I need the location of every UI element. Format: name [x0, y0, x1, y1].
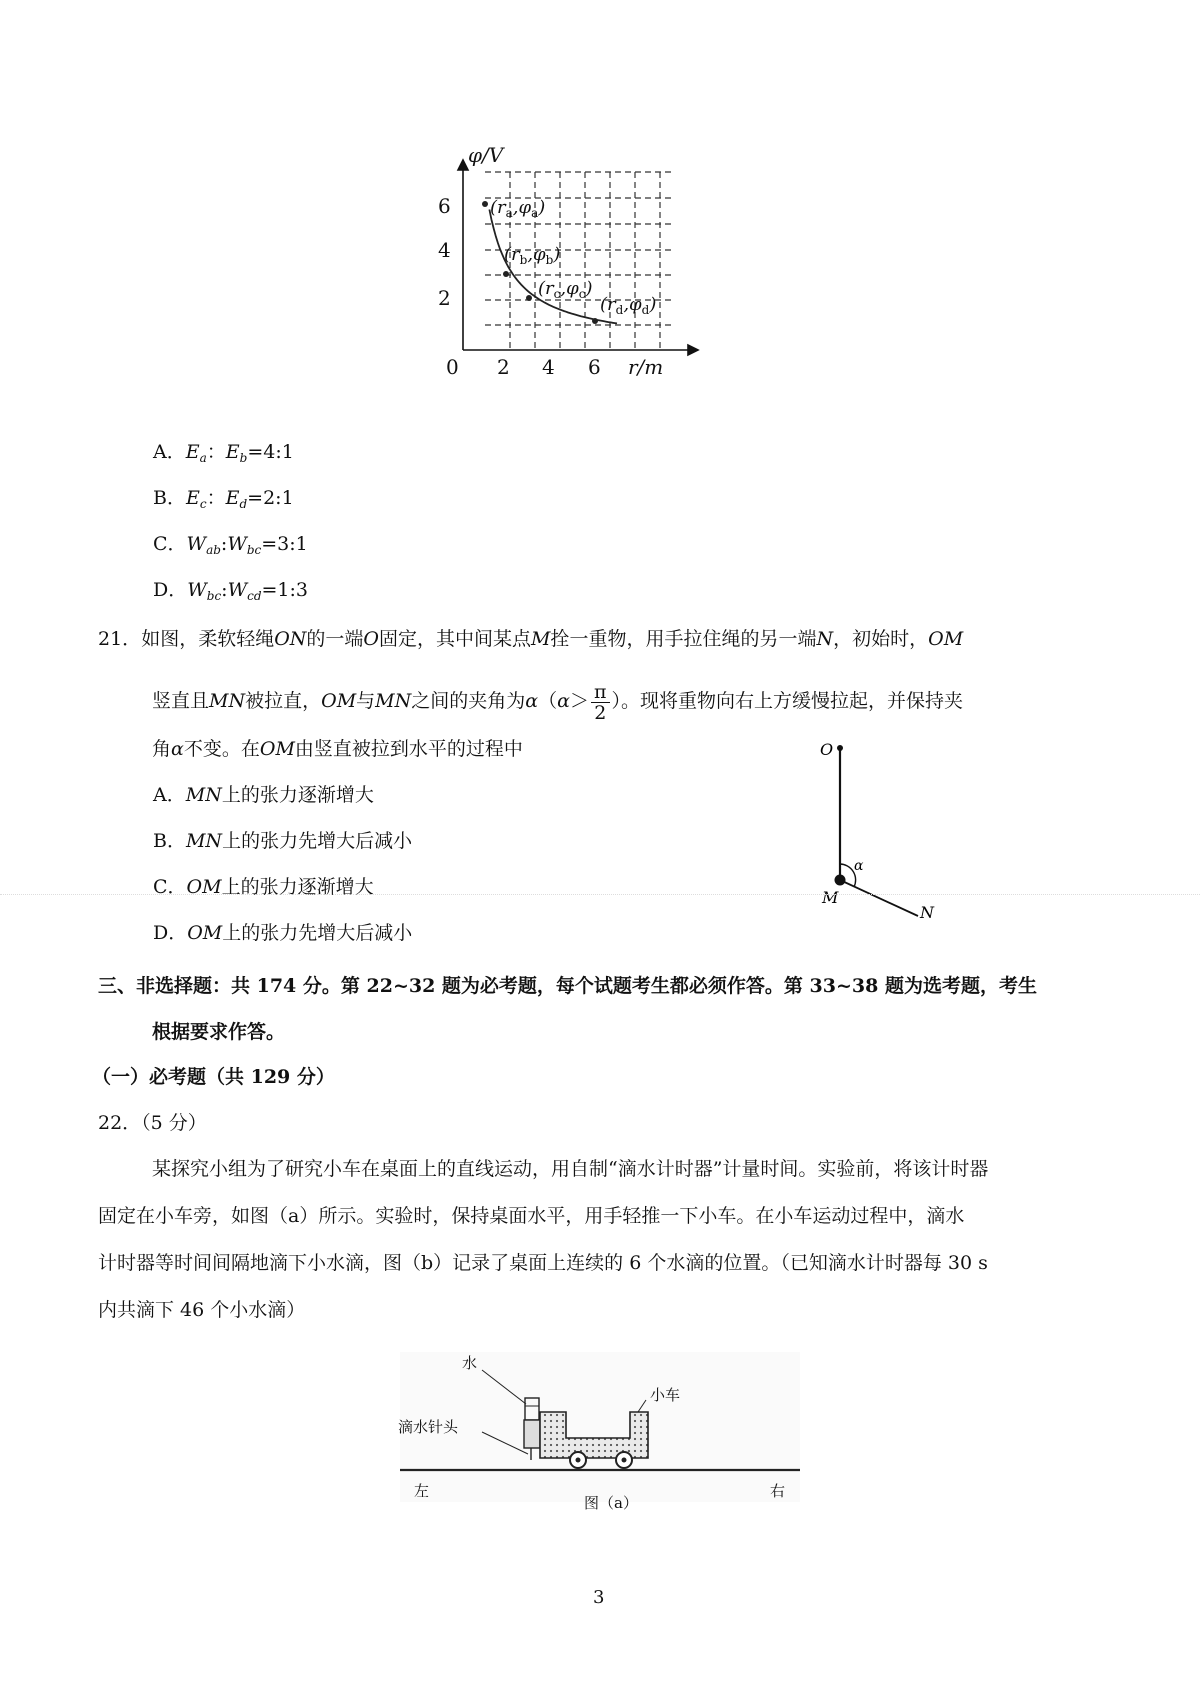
label-m: M	[822, 888, 839, 907]
y-tick-4: 4	[438, 238, 451, 262]
label-water: 水	[462, 1354, 478, 1372]
section-required-heading: （一）必考题（共 129 分）	[92, 1066, 335, 1088]
q21-text: 被拉直，	[245, 690, 322, 712]
q21-var: OM	[928, 628, 964, 650]
section-3-heading: 三、非选择题：共 174 分。第 22~32 题为必考题，每个试题考生都必须作答。第 33~38 题为选考题，考生	[98, 975, 1037, 997]
alpha-symbol: α	[557, 690, 570, 712]
section-3-heading-cont: 根据要求作答。	[152, 1021, 286, 1043]
q21-var: MN	[209, 690, 246, 712]
q21-option-b	[153, 827, 412, 855]
q21-text: 与	[356, 690, 376, 712]
option-sub: cd	[247, 589, 262, 603]
alpha-symbol: α	[171, 738, 184, 760]
label-point-a: $(r_a,\varphi_a)$	[490, 197, 546, 220]
y-tick-6: 6	[438, 194, 451, 218]
pi-over-2-fraction	[591, 682, 610, 723]
question-number: 21．	[98, 628, 142, 650]
q20-option-b	[153, 484, 294, 518]
q21-text: 如图，柔软轻绳	[141, 628, 275, 650]
option-letter: C．	[153, 876, 187, 898]
label-point-d: $(r_d,\varphi_d)$	[600, 294, 657, 317]
q22-para-line-1: 某探究小组为了研究小车在桌面上的直线运动，用自制“滴水计时器”计量时间。实验前，将该计时器	[152, 1158, 989, 1180]
option-var: E	[225, 487, 240, 509]
point-d	[592, 318, 598, 324]
option-var: OM	[186, 876, 222, 898]
option-var: OM	[187, 922, 223, 944]
q21-text: 固定，其中间某点	[379, 628, 532, 650]
label-point-c: $(r_c,\varphi_c)$	[538, 278, 593, 301]
point-c	[526, 295, 532, 301]
q21-text: 由竖直被拉到水平的过程中	[294, 738, 523, 760]
q21-var: N	[816, 628, 834, 650]
option-sub: c	[199, 497, 207, 511]
option-sep: ：	[206, 487, 226, 509]
q21-var: MN	[375, 690, 412, 712]
option-sep: :	[220, 533, 228, 555]
option-letter: D．	[153, 922, 188, 944]
x-tick-4: 4	[542, 355, 555, 379]
figure-caption: 图（a）	[584, 1494, 638, 1512]
q22-header: 22．（5 分）	[98, 1112, 207, 1134]
origin-label: 0	[446, 355, 459, 379]
option-text: 上的张力逐渐增大	[221, 876, 374, 898]
option-ratio: =2:1	[247, 487, 294, 509]
y-axis-label: φ/V	[468, 143, 504, 167]
q21-var: OM	[259, 738, 295, 760]
option-var: E	[225, 441, 240, 463]
option-letter: C．	[153, 533, 187, 555]
option-var: W	[187, 579, 207, 601]
option-letter: B．	[153, 487, 186, 509]
option-var: E	[185, 441, 200, 463]
cart-figure	[398, 1352, 808, 1512]
option-text: 上的张力先增大后减小	[222, 922, 413, 944]
option-var: MN	[185, 830, 223, 852]
figure-background	[400, 1352, 800, 1502]
q22-para-line-4: 内共滴下 46 个小水滴）	[98, 1299, 306, 1321]
x-tick-2: 2	[497, 355, 510, 379]
label-cart: 小车	[650, 1386, 681, 1404]
option-ratio: =4:1	[247, 441, 294, 463]
option-ratio: =1:3	[261, 579, 309, 601]
y-tick-2: 2	[438, 286, 451, 310]
page-fold-line	[0, 894, 1200, 895]
label-alpha: α	[854, 858, 864, 874]
q21-text: 竖直且	[152, 690, 210, 712]
point-o	[837, 745, 843, 751]
page-number: 3	[593, 1587, 605, 1608]
q21-text: 的一端	[306, 628, 364, 650]
q21-line-1	[98, 625, 963, 653]
q20-option-d	[153, 576, 308, 610]
option-sub: d	[239, 497, 248, 511]
option-var: W	[186, 533, 207, 555]
option-text: 上的张力先增大后减小	[222, 830, 413, 852]
option-var: W	[227, 533, 247, 555]
point-a	[482, 201, 488, 207]
q21-var: OM	[321, 690, 357, 712]
label-left: 左	[414, 1482, 430, 1500]
y-axis-arrow	[458, 160, 468, 170]
q21-option-c	[153, 873, 374, 901]
q21-line-2	[152, 681, 963, 723]
fraction-numerator: π	[591, 682, 610, 703]
phi-r-graph	[438, 143, 740, 410]
option-var: E	[185, 487, 200, 509]
option-var: MN	[185, 784, 222, 806]
q20-option-a	[153, 438, 294, 472]
q21-text: 角	[152, 738, 172, 760]
option-sub: ab	[206, 543, 221, 557]
x-axis-arrow	[688, 345, 698, 355]
option-sub: bc	[246, 543, 262, 557]
option-var: W	[227, 579, 248, 601]
x-tick-6: 6	[588, 355, 601, 379]
q21-text: （	[538, 690, 558, 712]
q21-text: 拴一重物，用手拉住绳的另一端	[550, 628, 817, 650]
label-needle: 滴水针头	[398, 1418, 459, 1436]
option-sub: b	[239, 451, 248, 465]
q21-option-d	[153, 919, 412, 947]
option-text: 上的张力逐渐增大	[221, 784, 374, 806]
option-letter: D．	[153, 579, 188, 601]
q21-option-a	[153, 781, 374, 809]
option-sub: bc	[206, 589, 222, 603]
option-letter: B．	[153, 830, 186, 852]
point-b	[503, 271, 509, 277]
q22-para-line-3: 计时器等时间间隔地滴下小水滴，图（b）记录了桌面上连续的 6 个水滴的位置。（已知滴水计时器每 30 s	[98, 1252, 988, 1274]
q21-text: ＞	[569, 690, 589, 712]
q20-option-c	[153, 530, 308, 564]
q21-var: ON	[274, 628, 307, 650]
option-ratio: =3:1	[261, 533, 308, 555]
fraction-denominator: 2	[594, 701, 607, 724]
label-o: O	[820, 740, 834, 759]
q21-text: ）。现将重物向右上方缓慢拉起，并保持夹	[611, 690, 964, 712]
rope-figure	[810, 740, 950, 920]
x-axis-label: r/m	[628, 355, 664, 379]
option-sep: :	[221, 579, 228, 601]
option-letter: A．	[153, 441, 186, 463]
label-point-b: $(r_b,\varphi_b)$	[504, 244, 561, 267]
q21-line-3	[152, 735, 523, 763]
alpha-symbol: α	[525, 690, 539, 712]
label-right: 右	[770, 1482, 786, 1500]
weight-m	[835, 875, 846, 886]
option-letter: A．	[153, 784, 186, 806]
rope-mn	[840, 880, 918, 916]
q22-para-line-2: 固定在小车旁，如图（a）所示。实验时，保持桌面水平，用手轻推一下小车。在小车运动过程中，滴水	[98, 1205, 965, 1227]
timer-body	[524, 1420, 540, 1448]
q21-text: ，初始时，	[833, 628, 929, 650]
q21-var: M	[531, 628, 551, 650]
q21-text: 不变。在	[183, 738, 260, 760]
option-sub: a	[199, 451, 207, 465]
wheel-hub	[622, 1458, 627, 1463]
label-n: N	[920, 903, 934, 922]
wheel-hub	[576, 1458, 581, 1463]
q21-var: O	[363, 628, 379, 650]
q21-text: 之间的夹角为	[411, 690, 526, 712]
option-sep: ：	[206, 441, 226, 463]
